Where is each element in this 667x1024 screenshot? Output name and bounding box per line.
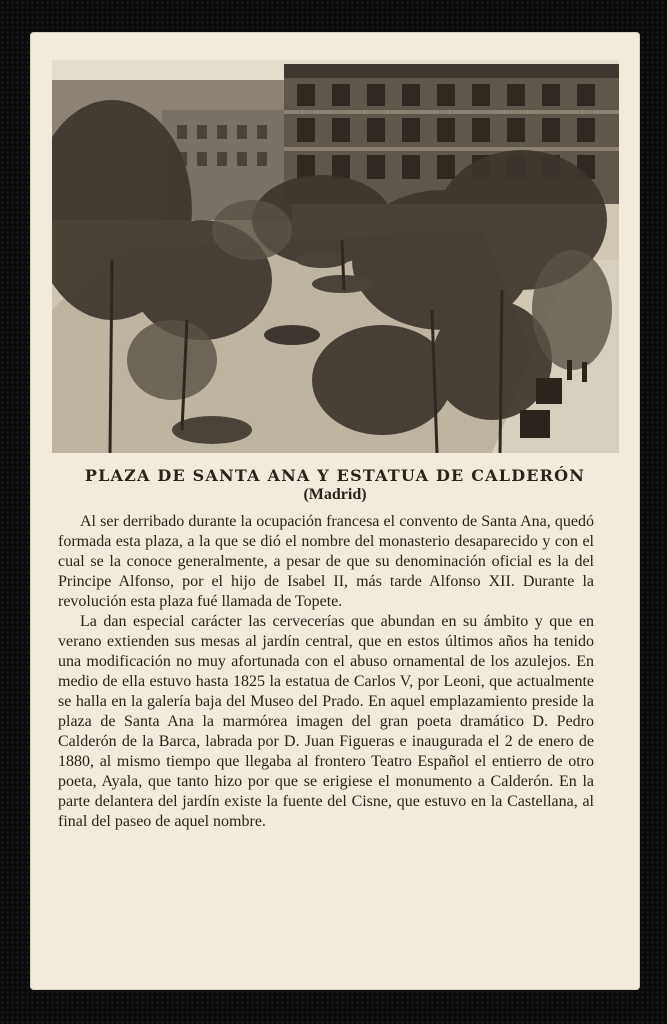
plaza-photograph xyxy=(52,60,619,453)
postcard-subtitle: (Madrid) xyxy=(303,486,367,503)
plaza-photograph-illustration xyxy=(52,60,619,453)
description-paragraph-2: La dan especial carácter las cervecerías que abundan en su ámbito y que en verano extienden sus mesas al jardín central, que en estos últimos años ha tenido una modificación no muy afortunada con el abuso ornamental de los azulejos. En medio de ella estuvo hasta 1825 la estatua de Carlos V, por Leoni, que actualmente se halla en la galería baja del Museo del Prado. En aquel emplazamiento preside la plaza de Santa Ana la marmórea imagen del gran poeta dramático D. Pedro Calderón de la Barca, labrada por D. Juan Figueras e inaugurada el 2 de enero de 1880, al mismo tiempo que llegaba al frontero Teatro Español el entierro de otro poeta, Ayala, que tanto hizo por que se erigiese el monumento a Calderón. En la parte delantera del jardín existe la fuente del Cisne, que estuvo en la Castellana, al final del paseo de aquel nombre. xyxy=(58,613,594,830)
postcard-title: PLAZA DE SANTA ANA Y ESTATUA DE CALDERÓN xyxy=(84,466,586,485)
description-paragraph-1: Al ser derribado durante la ocupación francesa el convento de Santa Ana, quedó formada esta plaza, a la que se dió el nombre del monasterio desaparecido y con el cual se la conoce generalmente, a pesar de que su denominación oficial es la del Principe Alfonso, por el hijo de Isabel II, más tarde Alfonso XII. Durante la revolución esta plaza fué llamada de Topete. xyxy=(58,513,594,610)
description-text xyxy=(58,512,594,832)
postcard xyxy=(30,32,640,990)
